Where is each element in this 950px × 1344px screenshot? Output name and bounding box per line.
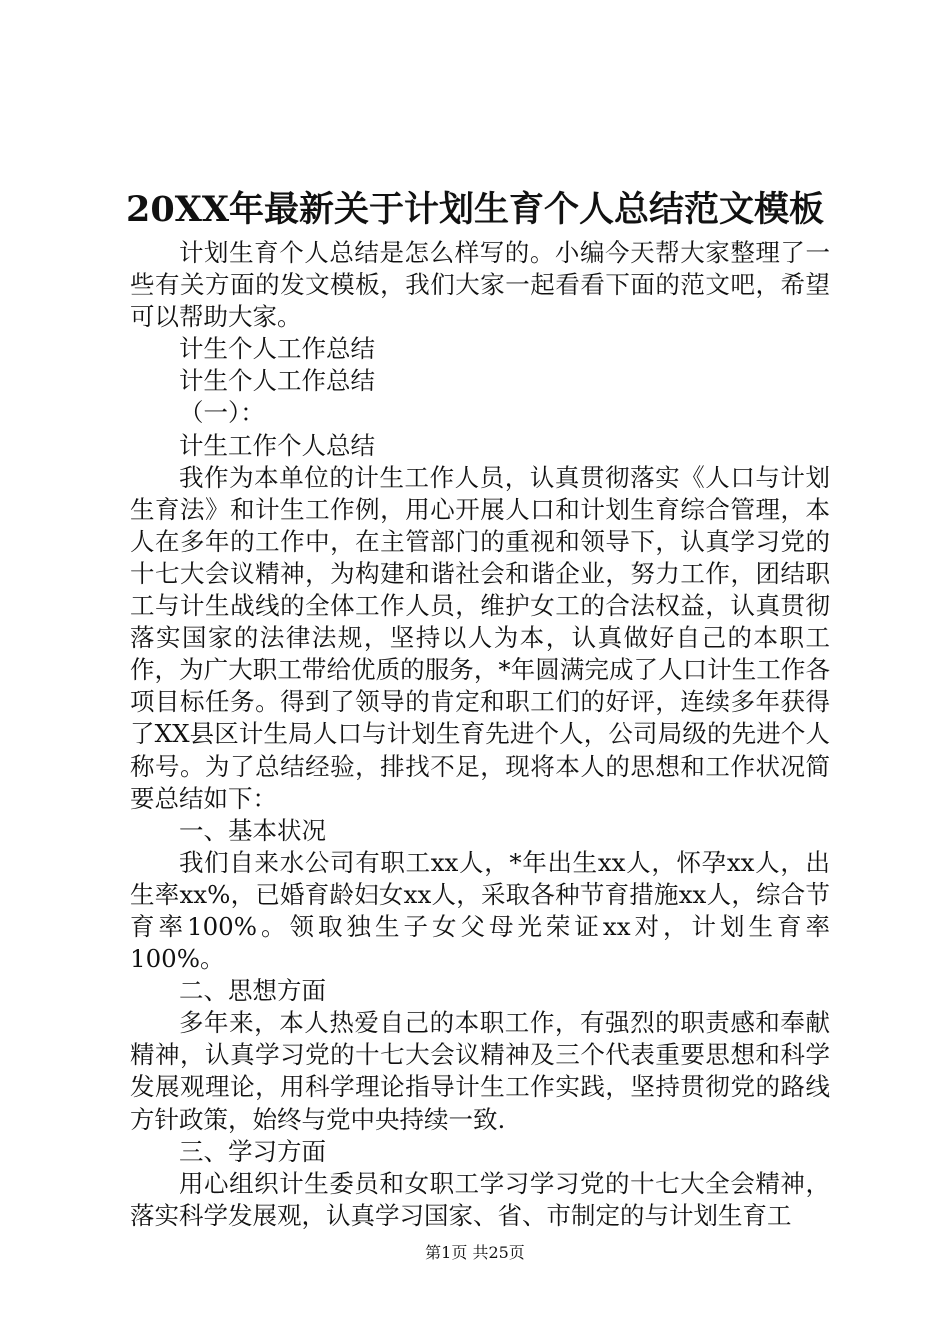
section-marker: （一）： [179, 398, 265, 428]
section-heading: 一、基本状况 [179, 815, 326, 845]
document-title: 20XX年最新关于计划生育个人总结范文模板 [125, 189, 825, 230]
section-heading: 二、思想方面 [179, 976, 326, 1006]
heading-line: 计生个人工作总结 [179, 334, 375, 364]
body-paragraph: 我作为本单位的计生工作人员，认真贯彻落实《人口与计划生育法》和计生工作例，用心开展人口和计划生育综合管理，本人在多年的工作中，在主管部门的重视和领导下，认真学习党的十七大会议精神，为构建和谐社会和谐企业，努力工作，团结职工与计生战线的全体工作人员，维护女工的合法权益，认真贯彻落实国家的法律法规，坚持以人为本，认真做好自己的本职工作，为广大职工带给优质的服务，*年圆满完成了人口计生工作各项目标任务。得到了领导的肯定和职工们的好评，连续多年获得了XX县区计生局人口与计划生育先进个人，公司局级的先进个人称号。为了总结经验，排找不足，现将本人的思想和工作状况简要总结如下： [130, 462, 830, 813]
page-number-footer: 第1页 共25页 [425, 1243, 525, 1262]
heading-line: 计生工作个人总结 [179, 430, 375, 460]
body-paragraph: 多年来，本人热爱自己的本职工作，有强烈的职责感和奉献精神，认真学习党的十七大会议精神及三个代表重要思想和科学发展观理论，用科学理论指导计生工作实践，坚持贯彻党的路线方针政策，始终与党中央持续一致. [130, 1008, 830, 1134]
document-body [130, 237, 830, 1232]
section-heading: 三、学习方面 [179, 1136, 326, 1166]
intro-paragraph: 计划生育个人总结是怎么样写的。小编今天帮大家整理了一些有关方面的发文模板，我们大家一起看看下面的范文吧，希望可以帮助大家。 [130, 238, 830, 332]
body-paragraph: 用心组织计生委员和女职工学习学习党的十七大全会精神，落实科学发展观，认真学习国家、省、市制定的与计划生育工 [130, 1168, 830, 1230]
heading-line: 计生个人工作总结 [179, 366, 375, 396]
body-paragraph: 我们自来水公司有职工xx人，*年出生xx人，怀孕xx人，出生率xx%，已婚育龄妇女xx人，采取各种节育措施xx人，综合节育率100%。领取独生子女父母光荣证xx对，计划生育率100%。 [130, 847, 830, 974]
